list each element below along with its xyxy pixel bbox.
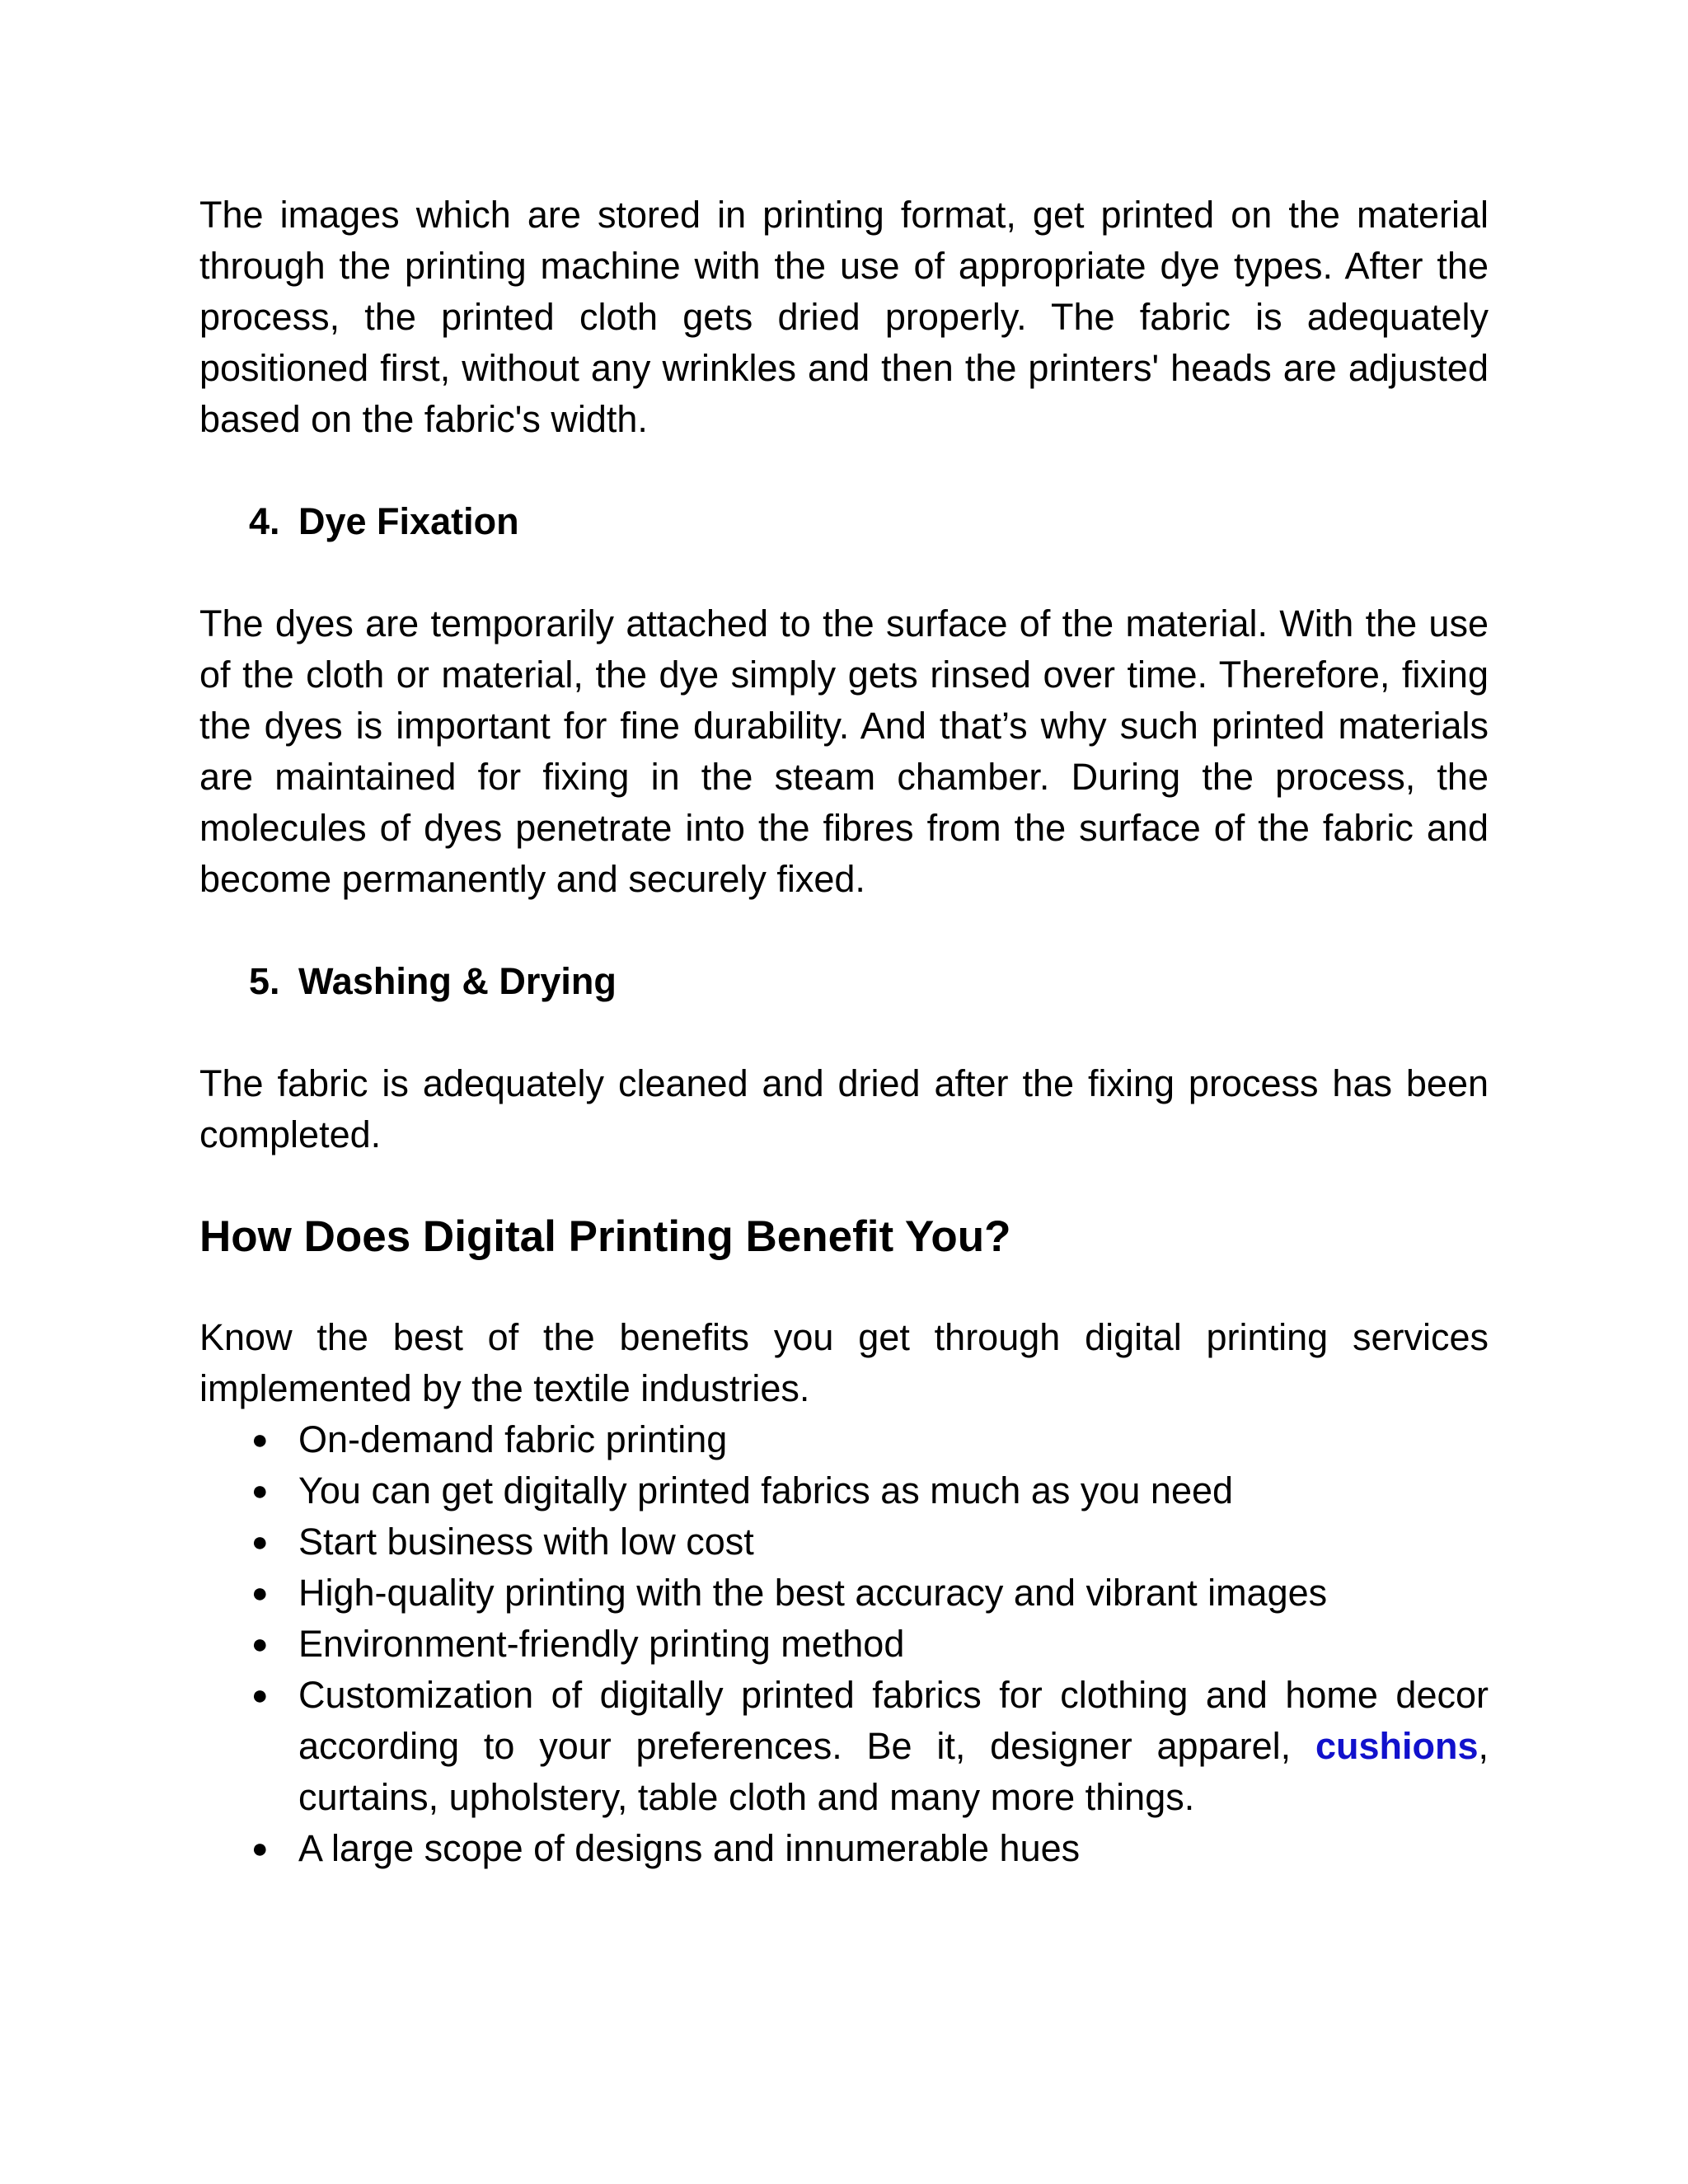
cushions-link[interactable]: cushions [1315, 1725, 1479, 1767]
bullet-icon: ● [251, 1526, 269, 1558]
list-item [199, 1414, 1489, 1465]
benefits-heading: How Does Digital Printing Benefit You? [199, 1212, 1011, 1261]
bullet-icon: ● [251, 1680, 269, 1711]
page-content [199, 190, 1489, 1874]
list-item-text: You can get digitally printed fabrics as much as you need [298, 1469, 1234, 1511]
list-item-text: A large scope of designs and innumerable hues [298, 1827, 1081, 1869]
bullet-icon: ● [251, 1629, 269, 1660]
bullet-icon: ● [251, 1577, 269, 1609]
list-item [199, 1568, 1489, 1619]
intro-paragraph: The images which are stored in printing format, get printed on the material through the printing machine with the use of appropriate dye types. After the process, the printed cloth gets dried properly. The fabric is adequately positioned first, without any wrinkles and then the printers' heads are adjusted based on the fabric's width. [199, 194, 1489, 440]
bullet-icon: ● [251, 1833, 269, 1864]
section-title: Dye Fixation [298, 500, 519, 542]
list-item [199, 1516, 1489, 1568]
list-item-text: Start business with low cost [298, 1521, 754, 1563]
dye-fixation-paragraph: The dyes are temporarily attached to the surface of the material. With the use of the cloth or material, the dye simply gets rinsed over time. Therefore, fixing the dyes is important for fine durability. And that’s why such printed materials are maintained for fixing in the steam chamber. During the process, the molecules of dyes penetrate into the fibres from the surface of the fabric and become permanently and securely fixed. [199, 602, 1489, 900]
list-item-text: On-demand fabric printing [298, 1418, 728, 1460]
list-item-text-after-link: , curtains, upholstery, table cloth and many more things. [298, 1725, 1489, 1818]
bullet-icon: ● [251, 1475, 269, 1507]
list-item-text: High-quality printing with the best accuracy and vibrant images [298, 1572, 1328, 1614]
section-title: Washing & Drying [298, 960, 617, 1002]
list-item [199, 1823, 1489, 1874]
washing-drying-paragraph: The fabric is adequately cleaned and dried after the fixing process has been completed. [199, 1062, 1489, 1155]
bullet-icon: ● [251, 1424, 269, 1455]
list-item-text-before-link: Customization of digitally printed fabrics for clothing and home decor according to your preferences. Be it, designer apparel, [298, 1674, 1489, 1767]
list-item [199, 1465, 1489, 1516]
benefits-intro-paragraph: Know the best of the benefits you get through digital printing services implemented by the textile industries. [199, 1316, 1489, 1409]
section-number: 5. [249, 960, 280, 1002]
list-item-text: Environment-friendly printing method [298, 1623, 905, 1665]
benefits-list [199, 1414, 1489, 1874]
section-number: 4. [249, 500, 280, 542]
list-item [199, 1619, 1489, 1670]
section-heading-dye-fixation [199, 496, 1489, 547]
section-heading-washing-drying [199, 956, 1489, 1007]
list-item-customization [199, 1670, 1489, 1823]
